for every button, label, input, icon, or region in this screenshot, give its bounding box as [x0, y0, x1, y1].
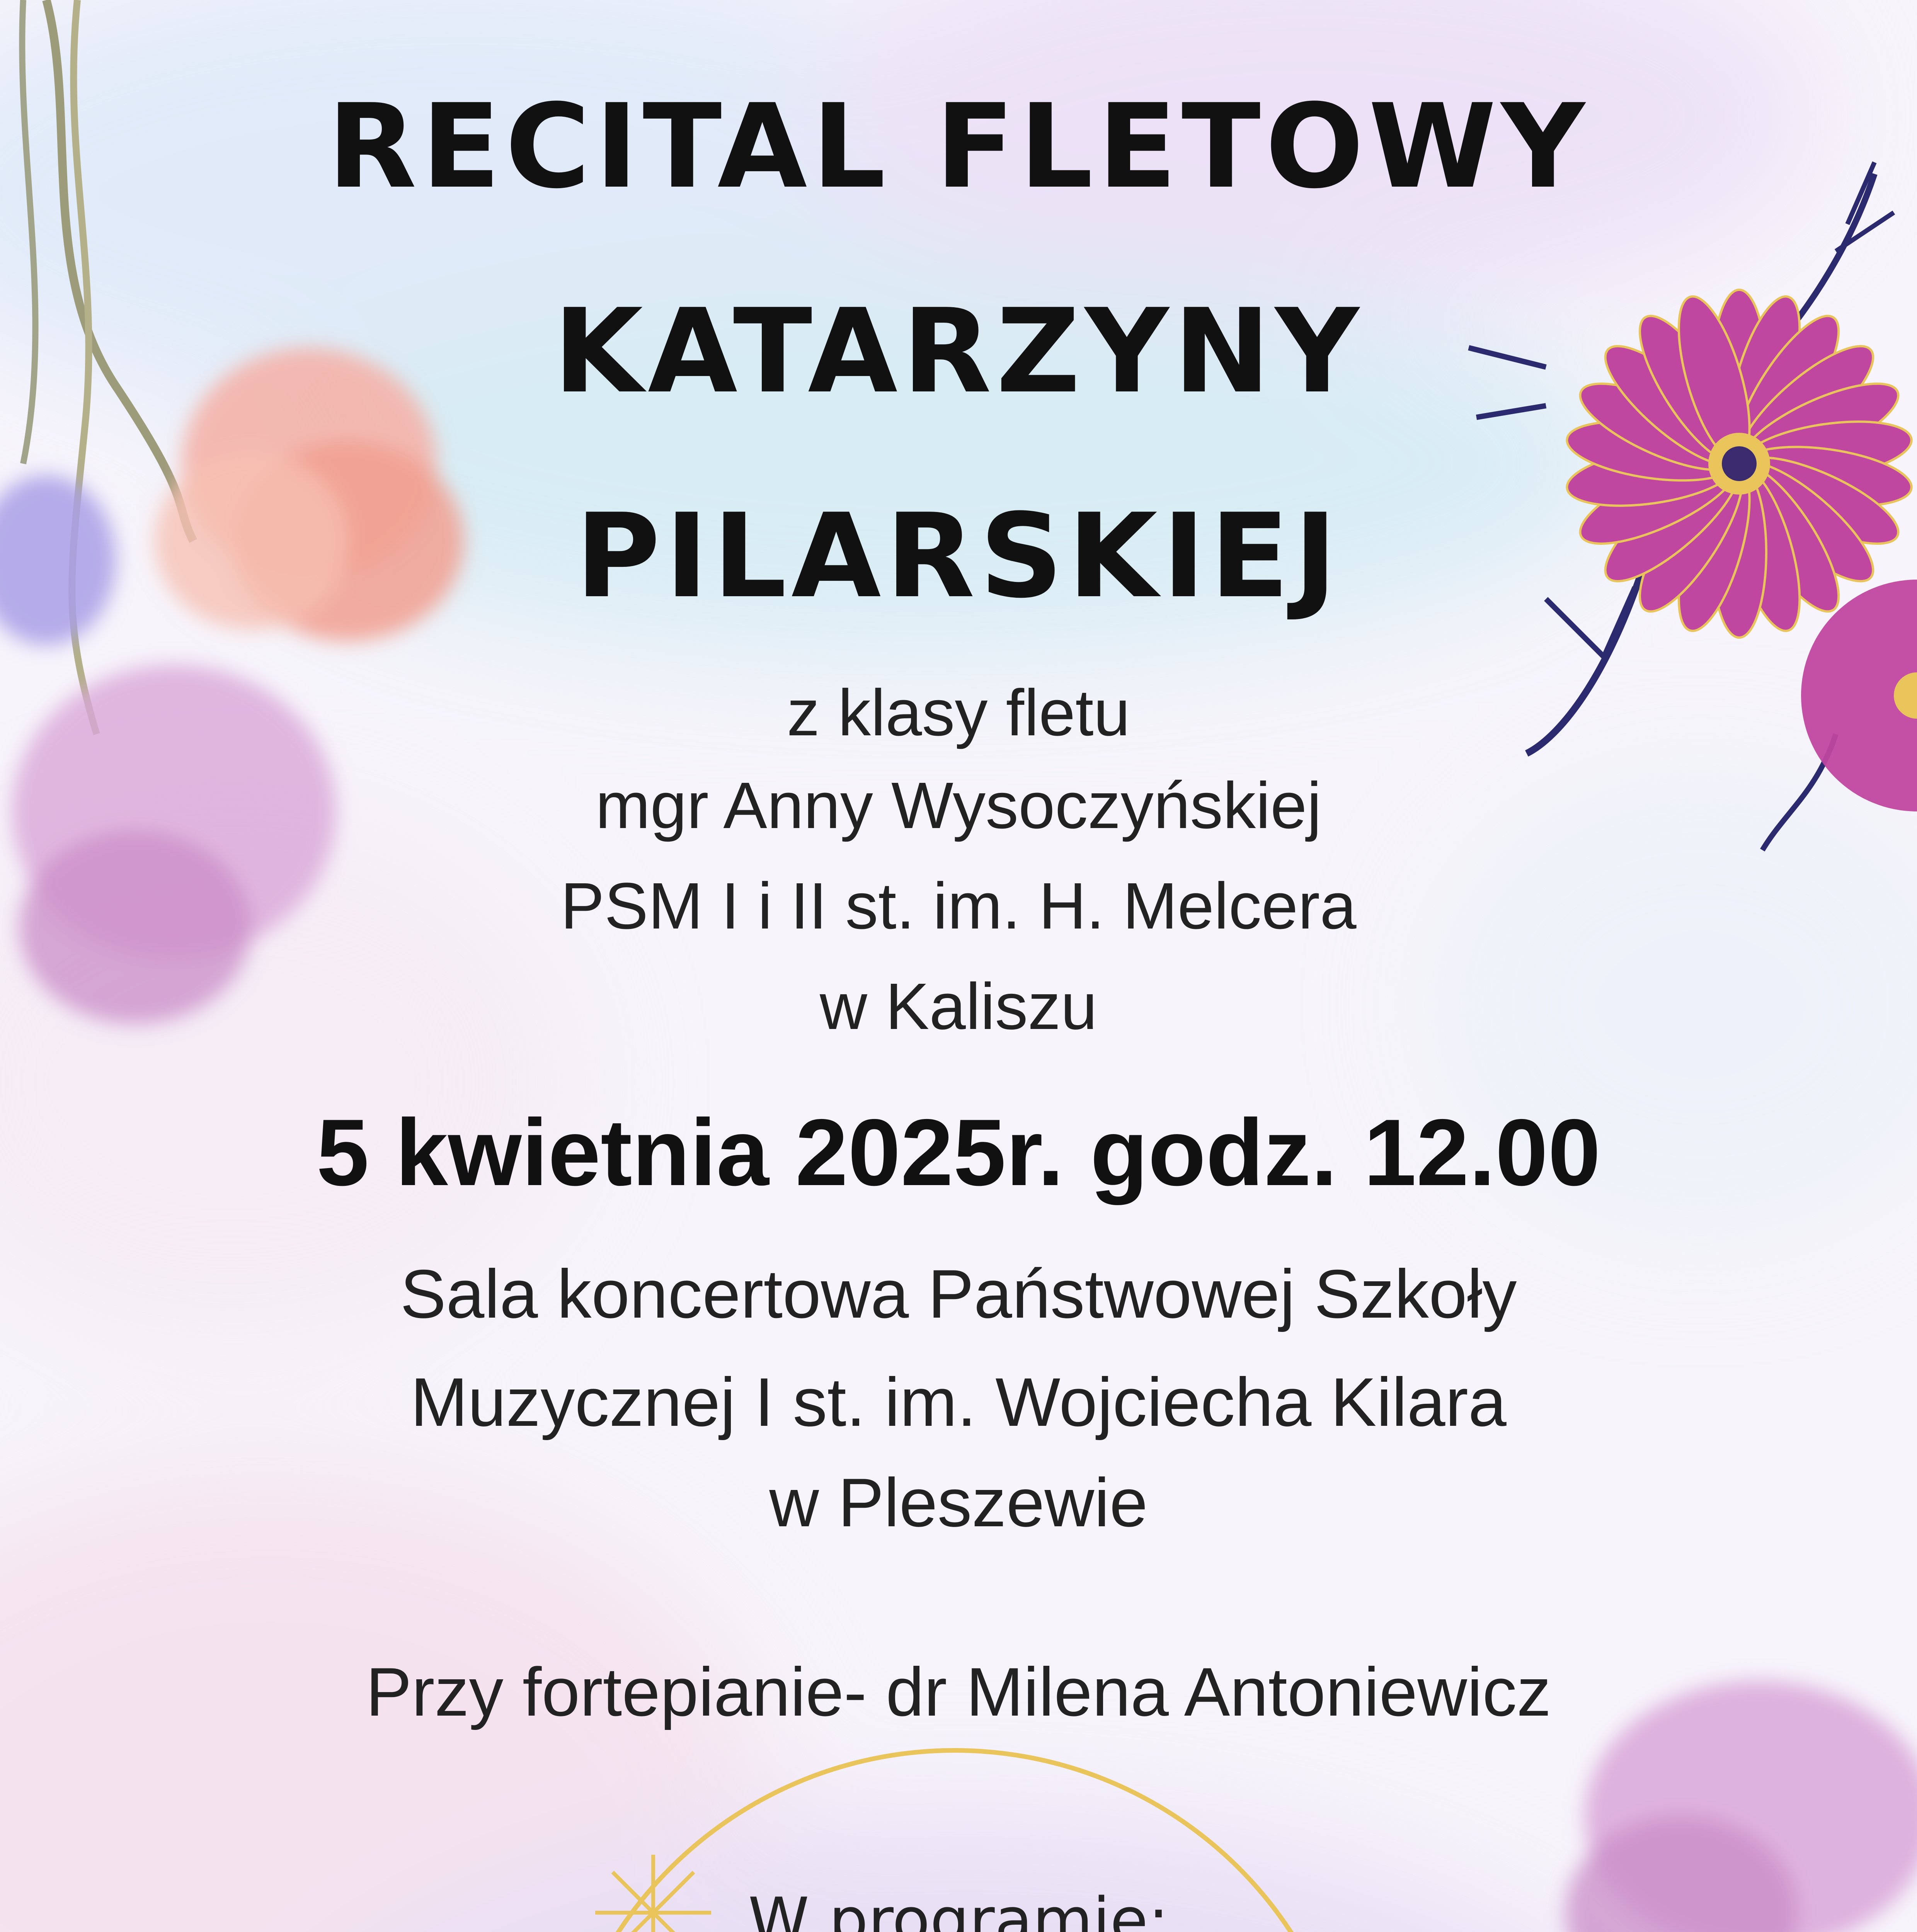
- teacher-line-1: z klasy fletu: [0, 680, 1917, 746]
- accompanist: Przy fortepianie- dr Milena Antoniewicz: [0, 1658, 1917, 1726]
- teacher-line-2: mgr Anny Wysoczyńskiej: [0, 773, 1917, 838]
- date-time: 5 kwietnia 2025r. godz. 12.00: [0, 1105, 1917, 1200]
- venue-line-2: Muzycznej I st. im. Wojciecha Kilara: [0, 1368, 1917, 1437]
- teacher-line-4: w Kaliszu: [0, 974, 1917, 1039]
- teacher-line-3: PSM I i II st. im. H. Melcera: [0, 873, 1917, 939]
- program-heading: W programie:: [0, 1889, 1917, 1932]
- title-line-3: PILARSKIEJ: [0, 498, 1917, 614]
- title-line-1: RECITAL FLETOWY: [0, 89, 1917, 205]
- venue-line-1: Sala koncertowa Państwowej Szkoły: [0, 1260, 1917, 1328]
- title-line-2: KATARZYNY: [0, 294, 1917, 410]
- venue-line-3: w Pleszewie: [0, 1468, 1917, 1537]
